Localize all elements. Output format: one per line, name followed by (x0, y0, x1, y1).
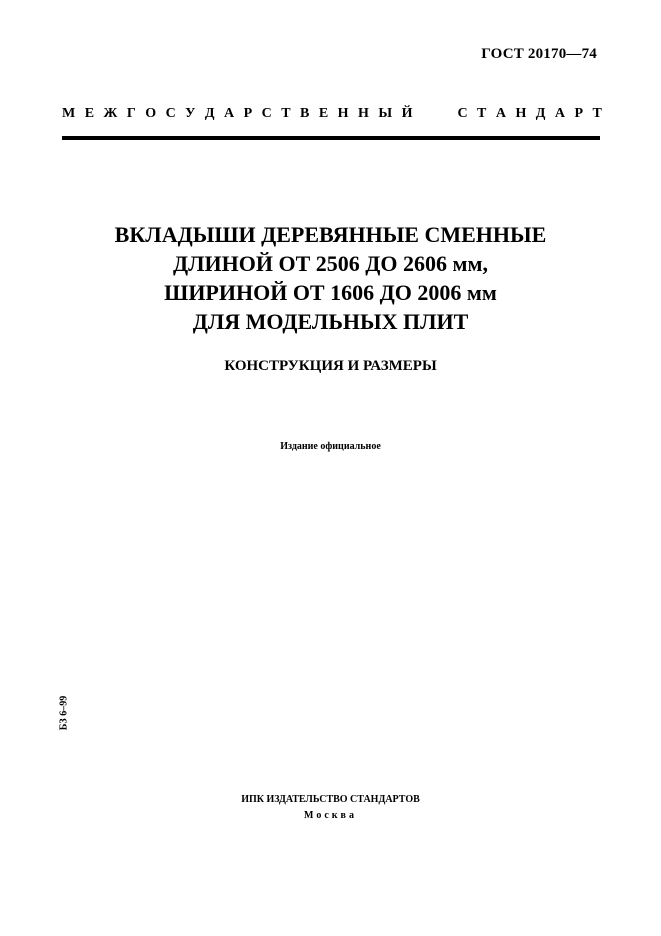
standard-word2-letter: А (495, 106, 506, 121)
standard-word1-letter: Г (126, 106, 136, 121)
standard-word1-letter: Н (358, 106, 369, 121)
standard-word1-letter: Ы (378, 106, 393, 121)
standard-word1-letter: Е (84, 106, 95, 121)
word-gap (422, 106, 448, 122)
standard-word2-letter: Н (515, 106, 527, 121)
title-line-2: ДЛИНОЙ ОТ 2506 ДО 2606 мм, (173, 251, 488, 276)
standard-word1-letter: Н (337, 106, 349, 121)
document-number: ГОСТ 20170—74 (481, 46, 597, 62)
standard-word2-letter: Д (535, 106, 546, 121)
standard-word1-letter: Е (318, 106, 329, 121)
standard-word1-letter: В (300, 106, 310, 121)
document-title (0, 220, 661, 336)
standard-word1-letter: У (185, 106, 196, 121)
standard-word1-letter: С (261, 106, 272, 121)
standard-word2-letter: Т (477, 106, 487, 121)
standard-word2-letter: С (457, 106, 468, 121)
standard-word1-letter: А (224, 106, 235, 121)
standard-word1-letter: Д (204, 106, 215, 121)
standard-word1-letter: Т (281, 106, 291, 121)
standard-word2-letter: А (554, 106, 566, 121)
standard-word1-letter: Й (401, 106, 413, 121)
title-line-1: ВКЛАДЫШИ ДЕРЕВЯННЫЕ СМЕННЫЕ (114, 222, 547, 247)
side-code (57, 693, 71, 733)
document-subtitle: КОНСТРУКЦИЯ И РАЗМЕРЫ (224, 358, 437, 374)
header-rule (62, 136, 600, 140)
publisher-city: Москва (304, 810, 357, 821)
standard-word1-letter: С (165, 106, 176, 121)
title-line-3: ШИРИНОЙ ОТ 1606 ДО 2006 мм (164, 280, 497, 305)
standard-word2-letter: Р (574, 106, 584, 121)
standard-type-heading (62, 106, 602, 122)
standard-word1-letter: Р (243, 106, 253, 121)
side-code-text: БЗ 6–99 (58, 695, 70, 731)
edition-note: Издание официальное (280, 441, 381, 452)
standard-word1-letter: М (62, 106, 76, 121)
standard-word1-letter: Ж (103, 106, 118, 121)
publisher: ИПК ИЗДАТЕЛЬСТВО СТАНДАРТОВ (241, 794, 420, 805)
title-line-4: ДЛЯ МОДЕЛЬНЫХ ПЛИТ (192, 309, 469, 334)
standard-word1-letter: О (145, 106, 157, 121)
standard-word2-letter: Т (592, 106, 602, 121)
